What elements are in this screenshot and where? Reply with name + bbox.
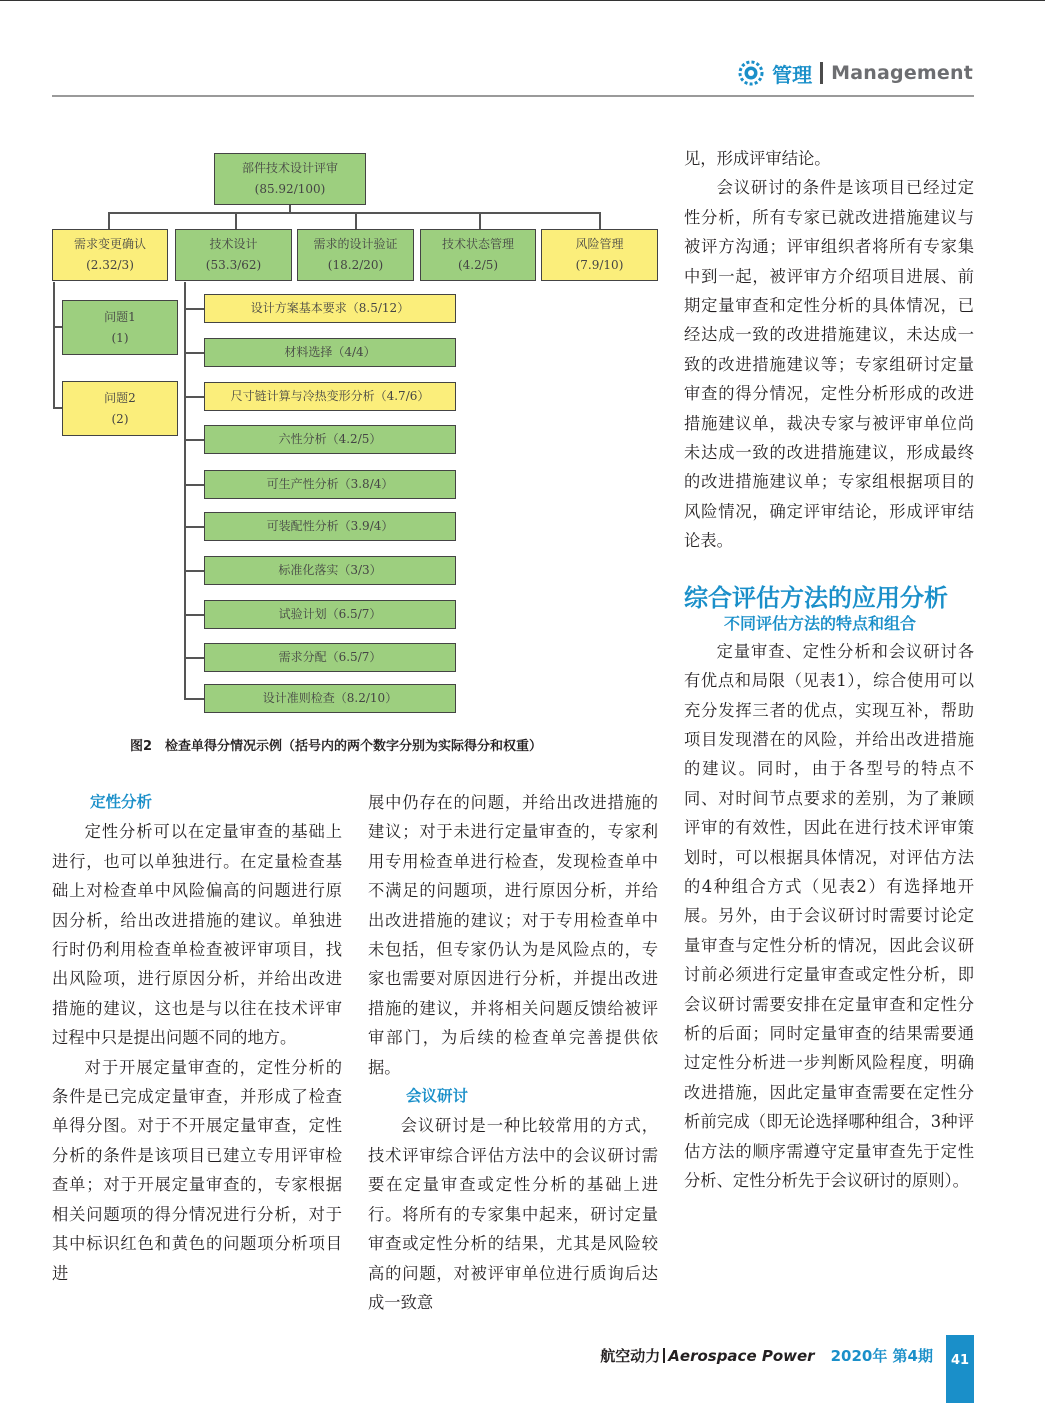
node-score: (7.9/10) [575,258,624,272]
node-score: (18.2/20) [327,258,384,272]
subheading-meeting-discussion: 会议研讨 [406,1087,469,1106]
connector-line [184,439,204,441]
paragraph: 会议研讨是一种比较常用的方式，技术评审综合评估方法中的会议研讨需要在定量审查或定性分析的基础上进行。将所有的专家集中起来，研讨定量审查或定性分析的结果，尤其是风险较高的问题，对被评审单位进行质询后达成一致意 [368,1116,658,1312]
section-subtitle: 不同评估方法的特点和组合 [724,613,917,633]
checklist-item-node: 材料选择（4/4） [204,338,456,367]
node-score: (2) [111,411,129,426]
paragraph: 定性分析可以在定量审查的基础上进行，也可以单独进行。在定量检查基础上对检查单中风险偏高的问题进行原因分析，给出改进措施的建议。单独进行时仍利用检查单检查被评审项目，找出风险项，进行原因分析，并给出改进措施的建议，这也是与以往在技术评审过程中只是提出问题不同的地方。 [52,822,342,1048]
connector-line [235,212,237,229]
connector-line [184,308,204,310]
connector-line [108,212,110,229]
connector-line [355,212,357,229]
header-divider [820,62,823,84]
node-title: 技术设计 [209,237,258,251]
connector-line [184,352,204,354]
checklist-item-node: 设计方案基本要求（8.5/12） [204,294,456,323]
running-header [738,58,973,88]
paragraph: 会议研讨的条件是该项目已经过定性分析，所有专家已就改进措施建议与被评方沟通；评审组织者将所有专家集中到一起，被评审方介绍项目进展、前期定量审查和定性分析的具体情况，已经达成一致的改进措施建议，未达成一致的改进措施建议等；专家组研讨定量审查的得分情况，定性分析形成的改进措施建议单，裁决专家与被评审单位尚未达成一致的改进措施建议，形成最终的改进措施建议单；专家组根据项目的风险情况，确定评审结论，形成评审结论表。 [684,178,974,551]
journal-name-zh: 航空动力 [600,1347,661,1365]
node-title: 需求的设计验证 [313,237,398,251]
node-title: 部件技术设计评审 [241,161,338,175]
node-title: 问题2 [104,390,136,405]
level1-node [297,229,414,281]
journal-issue: 2020年 第4期 [830,1347,933,1365]
checklist-item-node: 尺寸链计算与冷热变形分析（4.7/6） [204,382,456,411]
connector-line [184,484,204,486]
header-section-zh: 管理 [772,62,813,87]
section-title: 综合评估方法的应用分析 [684,583,948,612]
text-column-2 [368,788,658,1317]
node-score: (4.2/5) [457,258,499,272]
checklist-item-node: 设计准则检查（8.2/10） [204,684,456,713]
page-number: 41 [946,1335,974,1403]
connector-line [53,407,62,409]
connector-line [479,212,481,229]
subheading-qualitative-analysis: 定性分析 [90,793,153,811]
node-score: (85.92/100) [254,182,326,196]
checklist-item-node: 可生产性分析（3.8/4） [204,470,456,499]
figure-caption: 图2 检查单得分情况示例（括号内的两个数字分别为实际得分和权重） [130,739,543,754]
checklist-item-node: 标准化落实（3/3） [204,556,456,585]
connector-line [184,526,204,528]
gear-logo-icon [738,60,764,86]
level1-node [52,229,168,281]
paragraph: 对于开展定量审查的，定性分析的条件是已完成定量审查，并形成了检查单得分图。对于不开展定量审查，定性分析的条件是该项目已建立专用评审检查单；对于开展定量审查的，专家根据相关问题项的得分情况进行分析，对于其中标识红色和黄色的问题项分析项目进 [52,1057,342,1283]
connector-line [184,570,204,572]
connector-line [599,212,601,229]
checklist-item-node: 需求分配（6.5/7） [204,643,456,672]
paragraph-continued: 见，形成评审结论。 [684,149,831,168]
tree-root-node [214,153,366,205]
connector-line [108,212,600,214]
running-footer [600,1345,933,1366]
level1-node [175,229,292,281]
paragraph: 定量审查、定性分析和会议研讨各有优点和局限（见表1），综合使用可以充分发挥三者的优点，实现互补，帮助项目发现潜在的风险，并给出改进措施的建议。同时，由于各型号的特点不同、对时间节点要求的差别，为了兼顾评审的有效性，因此在进行技术评审策划时，可以根据具体情况，对评估方法的4种组合方式（见表2）有选择地开展。另外，由于会议研讨时需要讨论定量审查与定性分析的情况，因此会议研讨前必须进行定量审查或定性分析，即会议研讨需要安排在定量审查和定性分析的后面；同时定量审查的结果需要通过定性分析进一步判断风险程度，明确改进措施，因此定量审查需要在定性分析前完成（即无论选择哪种组合，3种评估方法的顺序需遵守定量审查先于定性分析、定性分析先于会议研讨的原则）。 [684,641,974,1190]
problem-node [62,300,178,355]
text-column-3 [684,144,974,1195]
checklist-item-node: 六性分析（4.2/5） [204,425,456,454]
node-score: (1) [111,330,129,345]
node-title: 风险管理 [575,237,624,251]
footer-divider [663,1348,665,1363]
connector-line [184,657,204,659]
node-title: 需求变更确认 [73,237,146,251]
connector-line [53,282,55,408]
text-column-1 [52,788,342,1288]
connector-line [184,396,204,398]
top-rule [0,0,1045,1]
node-title: 技术状态管理 [441,237,514,251]
connector-line [184,614,204,616]
node-score: (53.3/62) [205,258,262,272]
connector-line [184,282,186,699]
checklist-item-node: 可装配性分析（3.9/4） [204,512,456,541]
level1-node [420,229,536,281]
level1-node [541,229,658,281]
problem-node [62,381,178,436]
node-score: (2.32/3) [86,258,134,272]
header-rule [52,95,974,97]
paragraph-continued: 展中仍存在的问题，并给出改进措施的建议；对于未进行定量审查的，专家利用专用检查单进行检查，发现检查单中不满足的问题项，进行原因分析，并给出改进措施的建议；对于专用检查单中未包括，但专家仍认为是风险点的，专家也需要对原因进行分析，并提出改进措施的建议，并将相关问题反馈给被评审部门，为后续的检查单完善提供依据。 [368,793,658,1077]
header-section-en: Management [831,62,973,84]
connector-line [184,698,204,700]
connector-line [53,326,62,328]
journal-name-en: Aerospace Power [668,1346,815,1365]
checklist-item-node: 试验计划（6.5/7） [204,600,456,629]
node-title: 问题1 [104,309,136,324]
